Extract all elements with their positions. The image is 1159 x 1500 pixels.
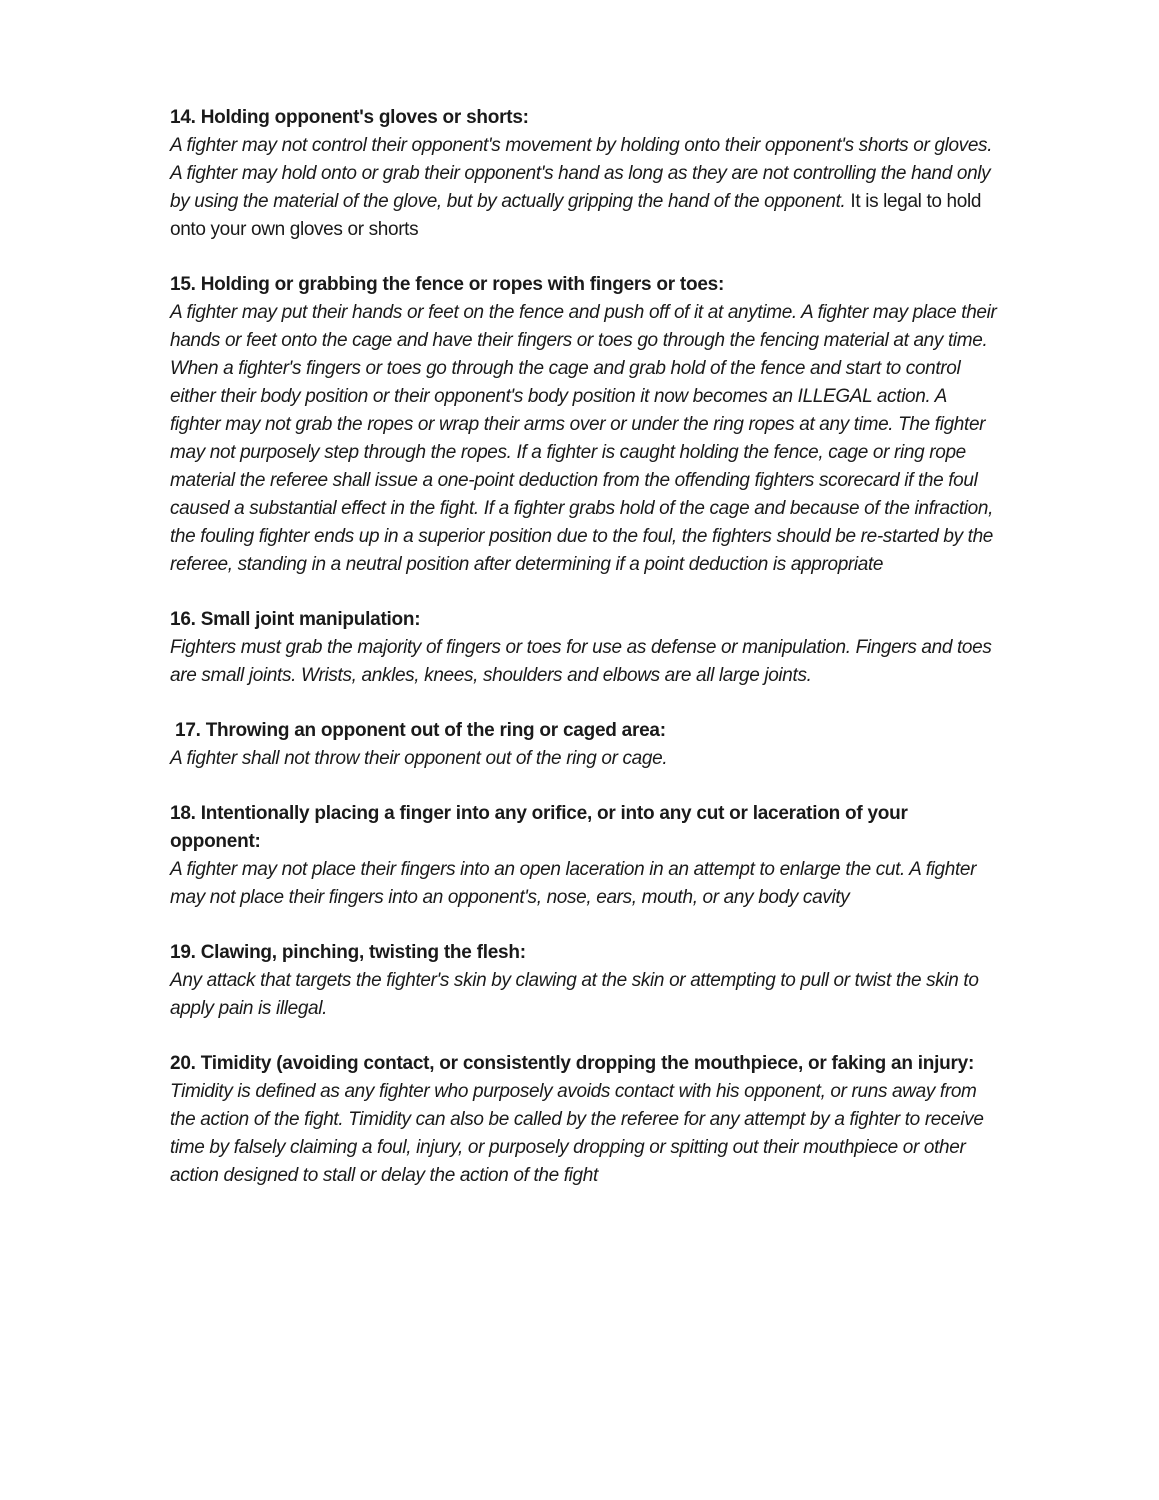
document-page xyxy=(170,104,1000,1217)
rule-section-15 xyxy=(170,271,1000,579)
rule-section-18 xyxy=(170,800,1000,912)
rule-body: A fighter shall not throw their opponent out of the ring or cage. xyxy=(170,748,668,769)
rule-section-19 xyxy=(170,939,1000,1023)
rule-body-italic: A fighter may not control their opponent's movement by holding onto their opponent's shorts or gloves. A fighter may hold onto or grab their opponent's hand as long as they are not controlling the hand only by using the material of the glove, but by actually gripping the hand of the opponent. xyxy=(170,135,993,212)
rule-heading: 18. Intentionally placing a finger into any orifice, or into any cut or laceration of your opponent: xyxy=(170,803,908,852)
rule-body: A fighter may not place their fingers into an open laceration in an attempt to enlarge the cut. A fighter may not place their fingers into an opponent's, nose, ears, mouth, or any body cavity xyxy=(170,859,977,908)
rule-body: Fighters must grab the majority of fingers or toes for use as defense or manipulation. Fingers and toes are small joints. Wrists, ankles, knees, shoulders and elbows are all large joints. xyxy=(170,637,992,686)
rule-section-16 xyxy=(170,606,1000,690)
rule-body xyxy=(170,132,1000,244)
rule-heading: 14. Holding opponent's gloves or shorts: xyxy=(170,107,529,128)
rule-body-regular: It is legal to hold onto your own gloves or shorts xyxy=(170,191,982,240)
rule-heading: 19. Clawing, pinching, twisting the flesh: xyxy=(170,942,526,963)
rule-body: A fighter may put their hands or feet on the fence and push off of it at anytime. A fighter may place their hands or feet onto the cage and have their fingers or toes go through the fencing material at any time. When a fighter's fingers or toes go through the cage and grab hold of the fence and start to control either their body position or their opponent's body position it now becomes an ILLEGAL action. A fighter may not grab the ropes or wrap their arms over or under the ring ropes at any time. The fighter may not purposely step through the ropes. If a fighter is caught holding the fence, cage or ring rope material the referee shall issue a one-point deduction from the offending fighters scorecard if the foul caused a substantial effect in the fight. If a fighter grabs hold of the cage and because of the infraction, the fouling fighter ends up in a superior position due to the foul, the fighters should be re-started by the referee, standing in a neutral position after determining if a point deduction is appropriate xyxy=(170,302,997,575)
rule-heading: 20. Timidity (avoiding contact, or consistently dropping the mouthpiece, or faking an injury: xyxy=(170,1053,975,1074)
rule-section-14 xyxy=(170,104,1000,244)
rule-heading: 17. Throwing an opponent out of the ring or caged area: xyxy=(175,720,666,741)
rule-heading: 15. Holding or grabbing the fence or ropes with fingers or toes: xyxy=(170,274,725,295)
rule-section-17 xyxy=(170,717,1000,773)
rule-heading: 16. Small joint manipulation: xyxy=(170,609,421,630)
rule-body: Any attack that targets the fighter's skin by clawing at the skin or attempting to pull or twist the skin to apply pain is illegal. xyxy=(170,970,979,1019)
rule-section-20 xyxy=(170,1050,1000,1190)
rule-body: Timidity is defined as any fighter who purposely avoids contact with his opponent, or runs away from the action of the fight. Timidity can also be called by the referee for any attempt by a fighter to receive time by falsely claiming a foul, injury, or purposely dropping or spitting out their mouthpiece or other action designed to stall or delay the action of the fight xyxy=(170,1081,984,1186)
